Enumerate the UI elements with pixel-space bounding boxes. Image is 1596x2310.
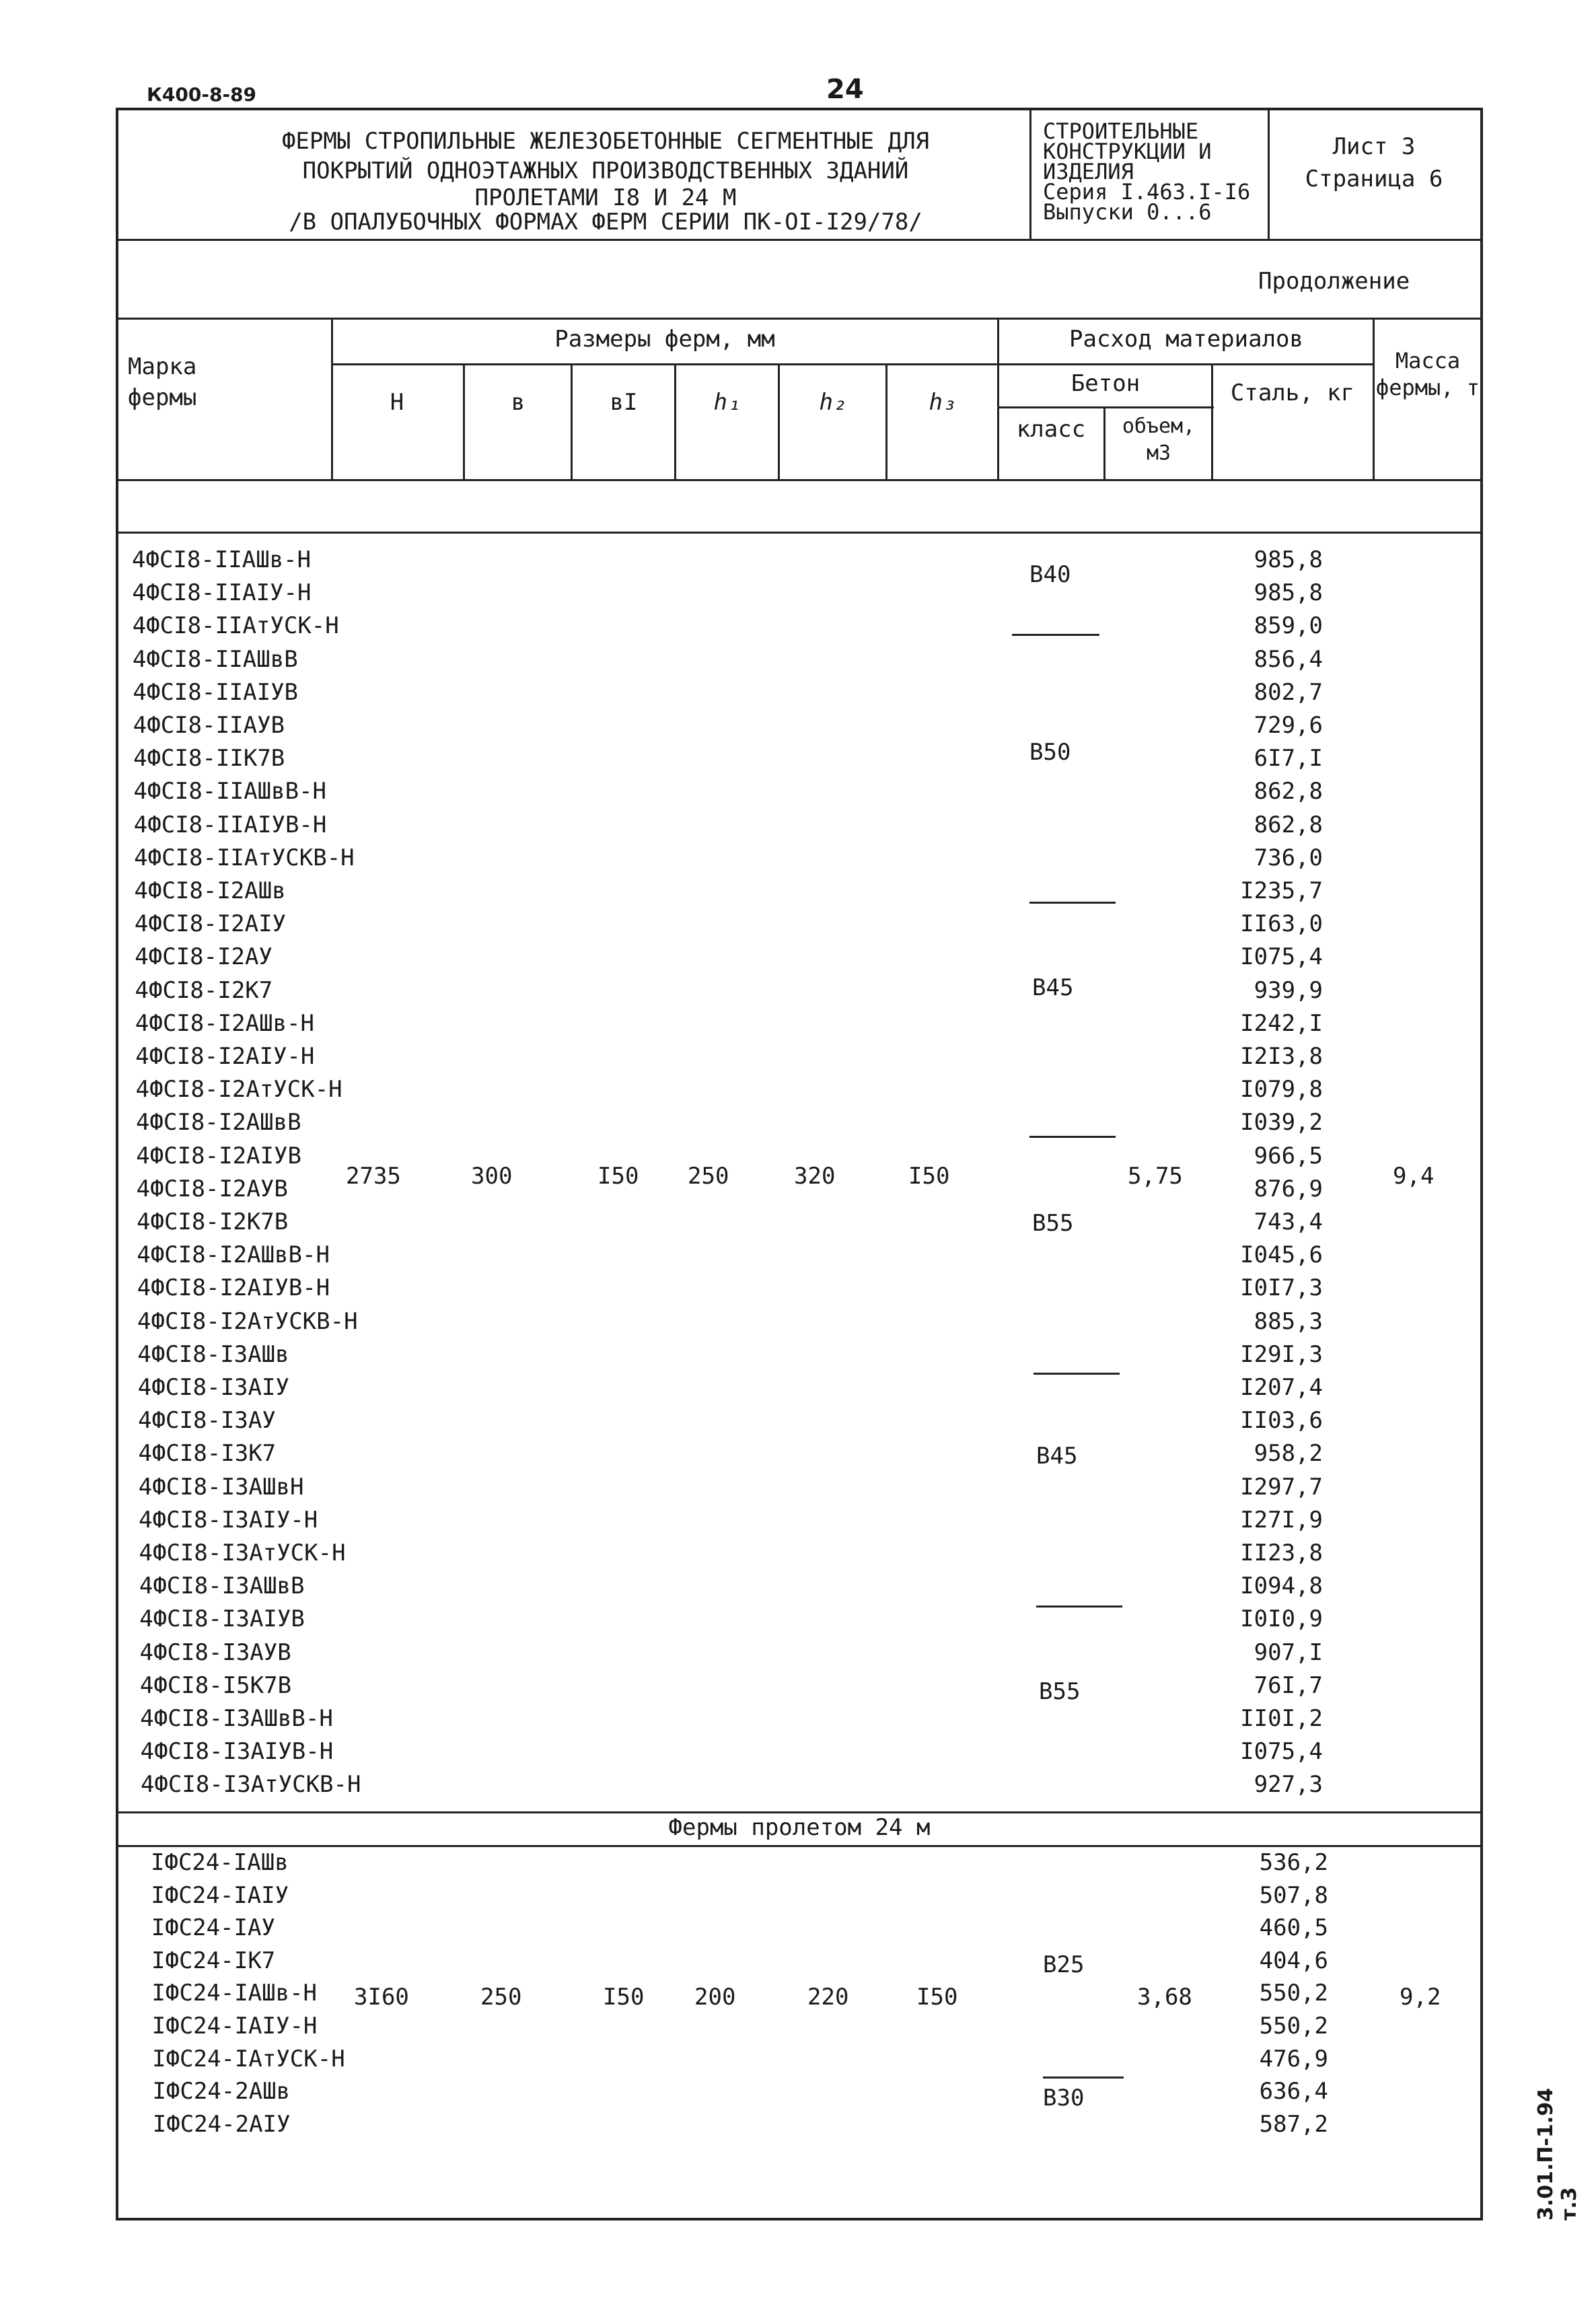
document-code: К400-8-89 [147, 83, 257, 106]
title-line-2: ПОКРЫТИЙ ОДНОЭТАЖНЫХ ПРОИЗВОДСТВЕННЫХ ЗДАНИЙ [302, 157, 909, 184]
vline-b [571, 363, 573, 480]
row-mark: 4ФСI8-I2АтУСКВ-Н [137, 1307, 358, 1335]
header-mass: Масса фермы, т [1375, 348, 1480, 400]
row-steel: I297,7 [1240, 1473, 1323, 1501]
row-mark: IФС24-2АIУ [152, 2110, 291, 2138]
row-steel: I045,6 [1240, 1241, 1323, 1269]
row-steel: 907,I [1254, 1638, 1323, 1666]
span24-h2: 220 [807, 1984, 849, 2011]
row-mark: 4ФСI8-IIАтУСК-Н [132, 612, 339, 640]
row-mark: 4ФСI8-I3АIУВ-Н [140, 1738, 334, 1766]
sheet-page: Страница 6 [1305, 166, 1443, 192]
row-steel: 476,9 [1259, 2045, 1328, 2072]
row-steel: 859,0 [1254, 612, 1323, 640]
row-mark: 4ФСI8-I2АШв [134, 877, 286, 904]
row-mark: 4ФСI8-IIАIУВ-Н [133, 811, 327, 838]
vline-h2 [885, 363, 887, 480]
row-steel: 958,2 [1254, 1440, 1323, 1468]
row-mark: 4ФСI8-IIАШвВ [133, 645, 298, 673]
row-steel: 927,3 [1254, 1771, 1323, 1799]
continuation-label: Продолжение [1258, 268, 1410, 295]
series-block [1043, 118, 1251, 225]
class-label: В40 [1029, 561, 1071, 588]
vline-b1 [674, 363, 676, 480]
row-steel: 536,2 [1259, 1849, 1328, 1876]
span18-mass: 9,4 [1393, 1163, 1435, 1190]
row-mark: 4ФСI8-I2АIУВ [136, 1142, 301, 1169]
row-steel: I242,I [1240, 1009, 1323, 1037]
span24-b1: I50 [603, 1984, 645, 2011]
row-mark: 4ФСI8-IIК7В [133, 745, 285, 772]
class-label: В45 [1032, 974, 1074, 1001]
sheet-number: Лист 3 [1332, 133, 1416, 160]
row-steel: 460,5 [1259, 1914, 1328, 1942]
row-steel: I27I,9 [1240, 1506, 1323, 1533]
row-steel: I29I,3 [1240, 1340, 1323, 1368]
series-line-1: СТРОИТЕЛЬНЫЕ [1043, 118, 1199, 144]
row-mark: IФС24-IАтУСК-Н [152, 2045, 345, 2072]
row-steel: II63,0 [1240, 910, 1323, 938]
header-b: в [511, 389, 525, 416]
row-mark: 4ФСI8-I2АIУВ-Н [137, 1274, 330, 1302]
header-concrete: Бетон [1071, 370, 1140, 397]
span18-h3: I50 [908, 1163, 950, 1190]
row-steel: 939,9 [1254, 976, 1323, 1004]
row-mark: IФС24-IАIУ-Н [151, 2013, 318, 2040]
row-mark: 4ФСI8-IIАIУВ [133, 678, 299, 706]
row-mark: 4ФСI8-I2АШв-Н [135, 1009, 314, 1037]
row-steel: I0I0,9 [1240, 1605, 1323, 1633]
span24-volume: 3,68 [1137, 1984, 1192, 2011]
class-label: В45 [1036, 1443, 1078, 1470]
row-mark: 4ФСI8-I3АШвВ-Н [140, 1705, 333, 1732]
row-steel: I075,4 [1240, 1738, 1323, 1766]
row-mark: 4ФСI8-I3АУ [138, 1407, 276, 1435]
header-subline-1 [332, 363, 1374, 365]
class-separator [1033, 1373, 1120, 1375]
class-separator [1036, 1605, 1122, 1608]
table-header-top-line [116, 318, 1483, 320]
span24-h1: 200 [694, 1984, 736, 2011]
vline-H [463, 363, 465, 480]
row-mark: IФС24-2АШв [152, 2078, 291, 2105]
header-b1: вI [610, 389, 638, 416]
row-steel: I235,7 [1240, 877, 1323, 904]
row-mark: 4ФСI8-IIАтУСКВ-Н [134, 844, 355, 871]
row-mark: 4ФСI8-I3АIУВ [139, 1605, 305, 1633]
series-line-3: ИЗДЕЛИЯ [1043, 159, 1134, 184]
header-h3: h₃ [929, 389, 957, 416]
side-stamp: 3.01.П-1.94 т.3 [1534, 2088, 1581, 2221]
row-mark: 4ФСI8-IIАIУ-Н [132, 579, 312, 607]
class-label: В50 [1029, 739, 1071, 766]
section24-title: Фермы пролетом 24 м [668, 1814, 931, 1841]
title-block-bottom-line [116, 239, 1483, 241]
series-line-5: Выпуски 0...6 [1043, 199, 1212, 225]
row-steel: I0I7,3 [1240, 1274, 1323, 1302]
row-steel: II03,6 [1240, 1407, 1323, 1435]
row-steel: 636,4 [1259, 2078, 1328, 2105]
header-subline-2 [999, 406, 1214, 408]
class-separator [1043, 2077, 1124, 2079]
span18-b1: I50 [597, 1163, 639, 1190]
row-steel: 550,2 [1259, 2013, 1328, 2040]
row-mark: 4ФСI8-I3К7 [138, 1440, 277, 1468]
title-line-4: /В ОПАЛУБОЧНЫХ ФОРМАХ ФЕРМ СЕРИИ ПК-OI-I29/78/ [289, 209, 922, 236]
row-mark: 4ФСI8-I3АШвВ [139, 1573, 305, 1600]
row-steel: 729,6 [1254, 712, 1323, 739]
span24-b: 250 [480, 1984, 522, 2011]
row-steel: I079,8 [1240, 1076, 1323, 1104]
row-mark: 4ФСI8-I3АIУ [137, 1374, 289, 1401]
header-class: класс [1016, 416, 1086, 443]
title-divider-2 [1268, 108, 1270, 240]
span18-b: 300 [471, 1163, 513, 1190]
row-steel: 885,3 [1254, 1307, 1323, 1335]
row-mark: 4ФСI8-I2АШвВ-Н [137, 1241, 330, 1269]
row-mark: IФС24-IАШв-Н [151, 1980, 318, 2007]
page-number: 24 [826, 74, 864, 105]
row-steel: 6I7,I [1254, 745, 1323, 772]
header-volume: объем, м3 [1122, 414, 1196, 465]
header-h1: h₁ [713, 389, 741, 416]
row-mark: IФС24-IАУ [151, 1914, 275, 1942]
row-mark: 4ФСI8-I2АУВ [136, 1175, 288, 1202]
span24-mass: 9,2 [1400, 1984, 1441, 2011]
row-mark: 4ФСI8-IIАУВ [133, 712, 285, 739]
vline-h1 [778, 363, 780, 480]
row-mark: 4ФСI8-I2АУ [135, 943, 273, 971]
row-steel: I039,2 [1240, 1109, 1323, 1136]
header-steel: Сталь, кг [1230, 380, 1355, 406]
row-steel: 862,8 [1254, 811, 1323, 838]
row-mark: IФС24-IАШв [151, 1849, 289, 1876]
row-steel: 404,6 [1259, 1947, 1328, 1974]
class-label: В30 [1043, 2085, 1085, 2112]
row-steel: 985,8 [1254, 546, 1323, 573]
span18-volume: 5,75 [1128, 1163, 1183, 1190]
header-H: Н [390, 389, 404, 416]
row-mark: 4ФСI8-I2АШвВ [135, 1109, 301, 1136]
class-label: В55 [1032, 1210, 1074, 1237]
table-body-top-line [116, 532, 1483, 534]
row-steel: I075,4 [1240, 943, 1323, 971]
title-divider-1 [1029, 108, 1031, 240]
row-steel: I207,4 [1240, 1374, 1323, 1401]
row-mark: 4ФСI8-I2К7В [137, 1208, 289, 1235]
row-steel: 966,5 [1254, 1142, 1323, 1169]
series-line-4: Серия I.463.I-I6 [1043, 179, 1251, 205]
header-mark: Марка фермы [128, 353, 197, 411]
class-label: В55 [1039, 1678, 1081, 1705]
span18-H: 2735 [346, 1163, 401, 1190]
header-materials: Расход материалов [1069, 326, 1303, 353]
row-steel: 76I,7 [1254, 1671, 1323, 1699]
class-separator [1012, 634, 1099, 636]
row-steel: 802,7 [1254, 678, 1323, 706]
table-header-bottom-line [116, 479, 1483, 481]
row-mark: IФС24-IК7 [151, 1947, 276, 1974]
span24-H: 3I60 [354, 1984, 409, 2011]
header-sizes: Размеры ферм, мм [554, 326, 775, 353]
row-mark: 4ФСI8-I3АтУСК-Н [139, 1540, 346, 1566]
title-line-1: ФЕРМЫ СТРОПИЛЬНЫЕ ЖЕЛЕЗОБЕТОННЫЕ СЕГМЕНТНЫЕ ДЛЯ [281, 128, 930, 155]
row-mark: 4ФСI8-IIАШв-Н [132, 546, 312, 573]
row-steel: 862,8 [1254, 778, 1323, 805]
row-mark: 4ФСI8-I3АУВ [139, 1638, 291, 1666]
row-mark: IФС24-IАIУ [151, 1881, 289, 1909]
class-separator [1029, 1136, 1116, 1138]
row-steel: 736,0 [1254, 844, 1323, 871]
row-steel: II23,8 [1240, 1540, 1323, 1566]
row-mark: 4ФСI8-I2АIУ-Н [135, 1043, 315, 1070]
row-steel: 550,2 [1259, 1980, 1328, 2007]
header-h2: h₂ [819, 389, 847, 416]
span18-h2: 320 [794, 1163, 836, 1190]
span18-h1: 250 [688, 1163, 729, 1190]
row-steel: 743,4 [1254, 1208, 1323, 1235]
row-steel: 507,8 [1259, 1881, 1328, 1909]
row-mark: 4ФСI8-I2АтУСК-Н [135, 1076, 342, 1104]
span24-h3: I50 [916, 1984, 958, 2011]
row-steel: I2I3,8 [1240, 1043, 1323, 1070]
class-separator [1029, 902, 1116, 904]
row-steel: 985,8 [1254, 579, 1323, 607]
row-steel: 856,4 [1254, 645, 1323, 673]
row-steel: 587,2 [1259, 2110, 1328, 2138]
document-title [202, 127, 1009, 234]
row-mark: 4ФСI8-I3АШв [137, 1340, 289, 1368]
row-mark: 4ФСI8-IIАШвВ-Н [133, 778, 327, 805]
class-label: В25 [1043, 1951, 1085, 1978]
row-mark: 4ФСI8-I3АтУСКВ-Н [140, 1771, 361, 1799]
row-mark: 4ФСI8-I2АIУ [134, 910, 287, 938]
section24-bottom-line [116, 1845, 1483, 1847]
row-steel: II0I,2 [1240, 1705, 1323, 1732]
row-steel: I094,8 [1240, 1573, 1323, 1600]
series-line-2: КОНСТРУКЦИИ И [1043, 139, 1212, 164]
row-steel: 876,9 [1254, 1175, 1323, 1202]
section24-top-line [116, 1811, 1483, 1813]
title-line-3: ПРОЛЕТАМИ I8 И 24 М [474, 184, 737, 211]
row-mark: 4ФСI8-I2К7 [135, 976, 273, 1004]
row-mark: 4ФСI8-I3АШвН [138, 1473, 304, 1501]
row-mark: 4ФСI8-I3АIУ-Н [139, 1506, 318, 1533]
row-mark: 4ФСI8-I5К7В [139, 1671, 292, 1699]
sheet-block [1273, 131, 1475, 195]
